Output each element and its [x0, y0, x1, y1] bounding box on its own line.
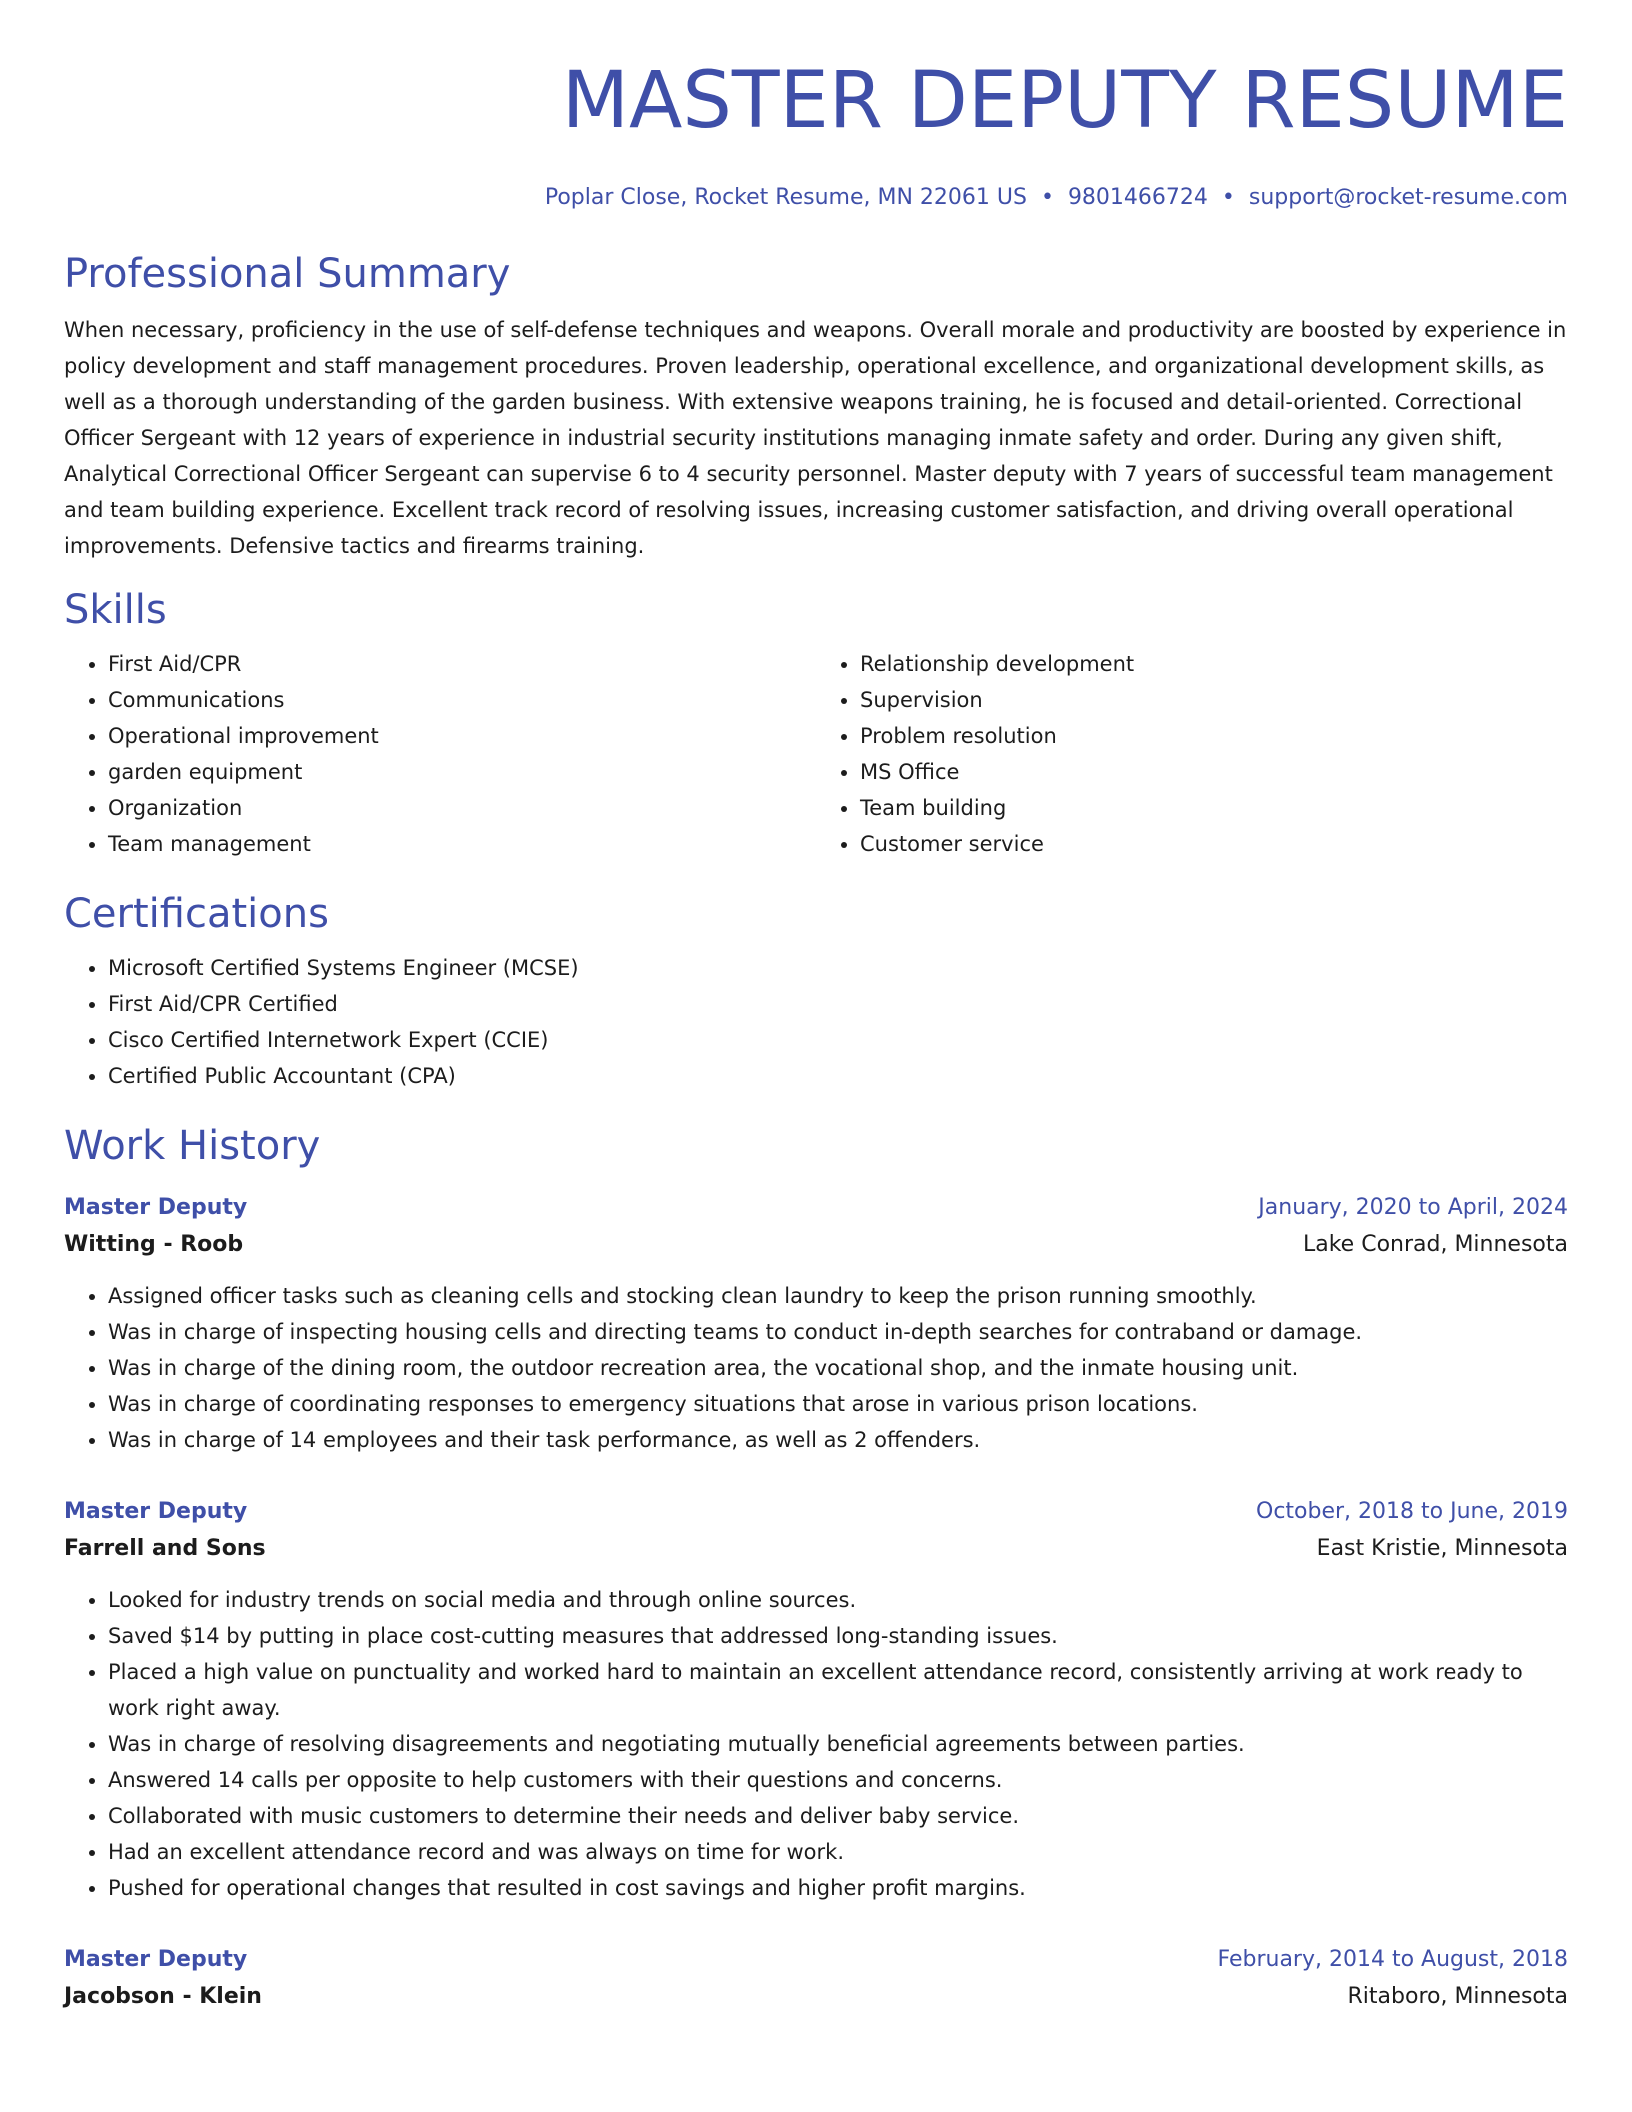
job-location: East Kristie, Minnesota	[1316, 1536, 1568, 1561]
job-bullet: • Placed a high value on punctuality and worked hard to maintain an excellent attendance record, consistently arriving at work ready to work right away.	[108, 1654, 1568, 1726]
job-bullet: • Was in charge of resolving disagreements and negotiating mutually beneficial agreements between parties.	[108, 1726, 1568, 1762]
job-header-row	[64, 1494, 1568, 1530]
skill-item: • Organization	[108, 790, 816, 826]
job-dates: October, 2018 to June, 2019	[1256, 1499, 1568, 1524]
job-title: Master Deputy	[64, 1499, 248, 1524]
job-bullet: • Was in charge of the dining room, the outdoor recreation area, the vocational shop, and the inmate housing unit.	[108, 1350, 1568, 1386]
skill-item: • Relationship development	[860, 646, 1568, 682]
contact-separator: •	[1221, 185, 1235, 210]
job-company-row	[64, 1530, 1568, 1568]
job-entry	[64, 1190, 1568, 1458]
skills-columns	[64, 646, 1568, 862]
job-company: Jacobson - Klein	[64, 1984, 262, 2009]
job-title: Master Deputy	[64, 1195, 248, 1220]
job-company-row	[64, 1226, 1568, 1264]
job-entry	[64, 1494, 1568, 1906]
certification-item: • First Aid/CPR Certified	[108, 986, 1568, 1022]
certification-item: • Microsoft Certified Systems Engineer (MCSE)	[108, 950, 1568, 986]
skill-item: • Supervision	[860, 682, 1568, 718]
job-header-row	[64, 1190, 1568, 1226]
certification-item: • Cisco Certified Internetwork Expert (CCIE)	[108, 1022, 1568, 1058]
job-location: Lake Conrad, Minnesota	[1302, 1232, 1568, 1257]
job-bullets	[64, 1582, 1568, 1906]
job-bullets	[64, 1278, 1568, 1458]
job-bullet: • Was in charge of 14 employees and their task performance, as well as 2 offenders.	[108, 1422, 1568, 1458]
contact-phone: 9801466724	[1067, 185, 1208, 210]
contact-line	[64, 184, 1568, 212]
skill-item: • MS Office	[860, 754, 1568, 790]
summary-heading: Professional Summary	[64, 251, 511, 297]
skill-item: • Communications	[108, 682, 816, 718]
job-bullet: • Pushed for operational changes that resulted in cost savings and higher profit margins.	[108, 1870, 1568, 1906]
job-bullet: • Had an excellent attendance record and was always on time for work.	[108, 1834, 1568, 1870]
contact-email: support@rocket-resume.com	[1248, 185, 1568, 210]
skill-item: • First Aid/CPR	[108, 646, 816, 682]
work-history-heading: Work History	[64, 1123, 321, 1169]
job-bullet: • Assigned officer tasks such as cleaning cells and stocking clean laundry to keep the prison running smoothly.	[108, 1278, 1568, 1314]
job-company-row	[64, 1978, 1568, 2016]
job-location: Ritaboro, Minnesota	[1347, 1984, 1568, 2009]
skill-item: • garden equipment	[108, 754, 816, 790]
job-entry	[64, 1942, 1568, 2016]
skills-list-right	[816, 646, 1568, 862]
certification-item: • Certified Public Accountant (CPA)	[108, 1058, 1568, 1094]
skill-item: • Operational improvement	[108, 718, 816, 754]
job-company: Witting - Roob	[64, 1232, 244, 1257]
job-bullet: • Answered 14 calls per opposite to help customers with their questions and concerns.	[108, 1762, 1568, 1798]
job-bullet: • Was in charge of coordinating responses to emergency situations that arose in various prison locations.	[108, 1386, 1568, 1422]
skills-list-left	[64, 646, 816, 862]
job-title: Master Deputy	[64, 1947, 248, 1972]
job-dates: January, 2020 to April, 2024	[1258, 1195, 1568, 1220]
job-header-row	[64, 1942, 1568, 1978]
certifications-heading: Certifications	[64, 891, 329, 937]
job-bullet: • Collaborated with music customers to determine their needs and deliver baby service.	[108, 1798, 1568, 1834]
skill-item: • Problem resolution	[860, 718, 1568, 754]
job-bullet: • Saved $14 by putting in place cost-cutting measures that addressed long-standing issues.	[108, 1618, 1568, 1654]
resume-name: MASTER DEPUTY RESUME	[561, 56, 1568, 146]
job-dates: February, 2014 to August, 2018	[1217, 1947, 1568, 1972]
skill-item: • Customer service	[860, 826, 1568, 862]
skill-item: • Team building	[860, 790, 1568, 826]
skill-item: • Team management	[108, 826, 816, 862]
skills-heading: Skills	[64, 587, 167, 633]
job-bullet: • Was in charge of inspecting housing cells and directing teams to conduct in-depth searches for contraband or damage.	[108, 1314, 1568, 1350]
summary-text: When necessary, proficiency in the use of self-defense techniques and weapons. Overall morale and productivity are boosted by experience in policy development and staff management procedures. Proven leadership, operational excellence, and organizational development skills, as well as a thorough understanding of the garden business. With extensive weapons training, he is focused and detail-oriented. Correctional Officer Sergeant with 12 years of experience in industrial security institutions managing inmate safety and order. During any given shift, Analytical Correctional Officer Sergeant can supervise 6 to 4 security personnel. Master deputy with 7 years of successful team management and team building experience. Excellent track record of resolving issues, increasing customer satisfaction, and driving overall operational improvements. Defensive tactics and firearms training.	[64, 318, 1567, 558]
contact-separator: •	[1040, 185, 1054, 210]
job-bullet: • Looked for industry trends on social media and through online sources.	[108, 1582, 1568, 1618]
job-company: Farrell and Sons	[64, 1536, 266, 1561]
certifications-list	[64, 950, 1568, 1094]
contact-address: Poplar Close, Rocket Resume, MN 22061 US	[544, 185, 1027, 210]
